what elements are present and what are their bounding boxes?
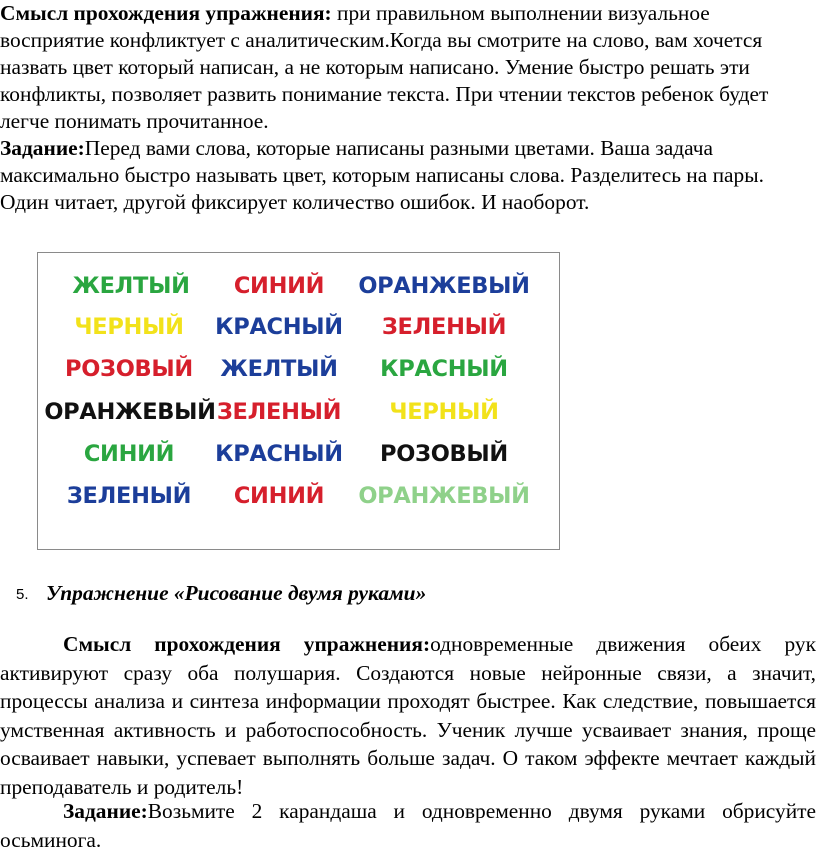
- stroop-word: ЗЕЛЕНЫЙ: [66, 483, 192, 509]
- meaning-text: при правильном выполнении визуальное восприятие конфликтует с аналитическим.Когда вы смотрите на слово, вам хочется назвать цвет который написан, а не которым написано. Умение быстро решать эти конфликты, позволяет развить понимание текста. При чтении текстов ребенок будет легче понимать прочитанное.: [0, 1, 769, 133]
- stroop-word: ОРАНЖЕВЫЙ: [44, 399, 216, 425]
- stroop-word: СИНИЙ: [233, 483, 325, 509]
- stroop-word: ОРАНЖЕВЫЙ: [358, 273, 530, 299]
- meaning-label: Смысл прохождения упражнения:: [0, 1, 332, 25]
- stroop-word: ЖЕЛТЫЙ: [72, 273, 190, 299]
- stroop-word: СИНИЙ: [83, 441, 175, 467]
- stroop-word: КРАСНЫЙ: [215, 314, 343, 340]
- stroop-word: ЧЕРНЫЙ: [389, 399, 499, 425]
- stroop-word: СИНИЙ: [233, 273, 325, 299]
- stroop-word: КРАСНЫЙ: [215, 441, 343, 467]
- stroop-word: ЖЕЛТЫЙ: [220, 356, 338, 382]
- exercise-meaning-paragraph: [0, 630, 816, 801]
- task-label: Задание:: [0, 136, 85, 160]
- meaning-label: Смысл прохождения упражнения:: [63, 632, 431, 656]
- exercise-title: Упражнение «Рисование двумя руками»: [46, 581, 427, 605]
- list-number: 5.: [16, 586, 29, 603]
- stroop-word: КРАСНЫЙ: [380, 356, 508, 382]
- task-text: Возьмите 2 карандаша и одновременно двумя руками обрисуйте осьминога.: [0, 799, 816, 852]
- stroop-word: ЗЕЛЕНЫЙ: [216, 399, 342, 425]
- task-text: Перед вами слова, которые написаны разными цветами. Ваша задача максимально быстро называть цвет, которым написаны слова. Разделитесь на пары. Один читает, другой фиксирует количество ошибок. И наоборот.: [0, 136, 764, 214]
- stroop-word: ОРАНЖЕВЫЙ: [358, 483, 530, 509]
- meaning-text: одновременные движения обеих рук активируют сразу оба полушария. Создаются новые нейронные связи, а значит, процессы анализа и синтеза информации проходят быстрее. Как следствие, повышается умственная активность и работоспособность. Ученик лучше усваивает знания, проще осваивает навыки, успевает выполнять больше задач. О таком эффекте мечтает каждый преподаватель и родитель!: [0, 632, 816, 799]
- stroop-word: РОЗОВЫЙ: [380, 441, 508, 467]
- exercise-task-paragraph: [0, 797, 816, 854]
- stroop-word: РОЗОВЫЙ: [65, 356, 193, 382]
- stroop-word: ЧЕРНЫЙ: [74, 314, 184, 340]
- stroop-color-words-image: [37, 252, 560, 550]
- stroop-word: ЗЕЛЕНЫЙ: [381, 314, 507, 340]
- exercise-description-paragraph: [0, 0, 816, 216]
- task-label: Задание:: [63, 799, 148, 823]
